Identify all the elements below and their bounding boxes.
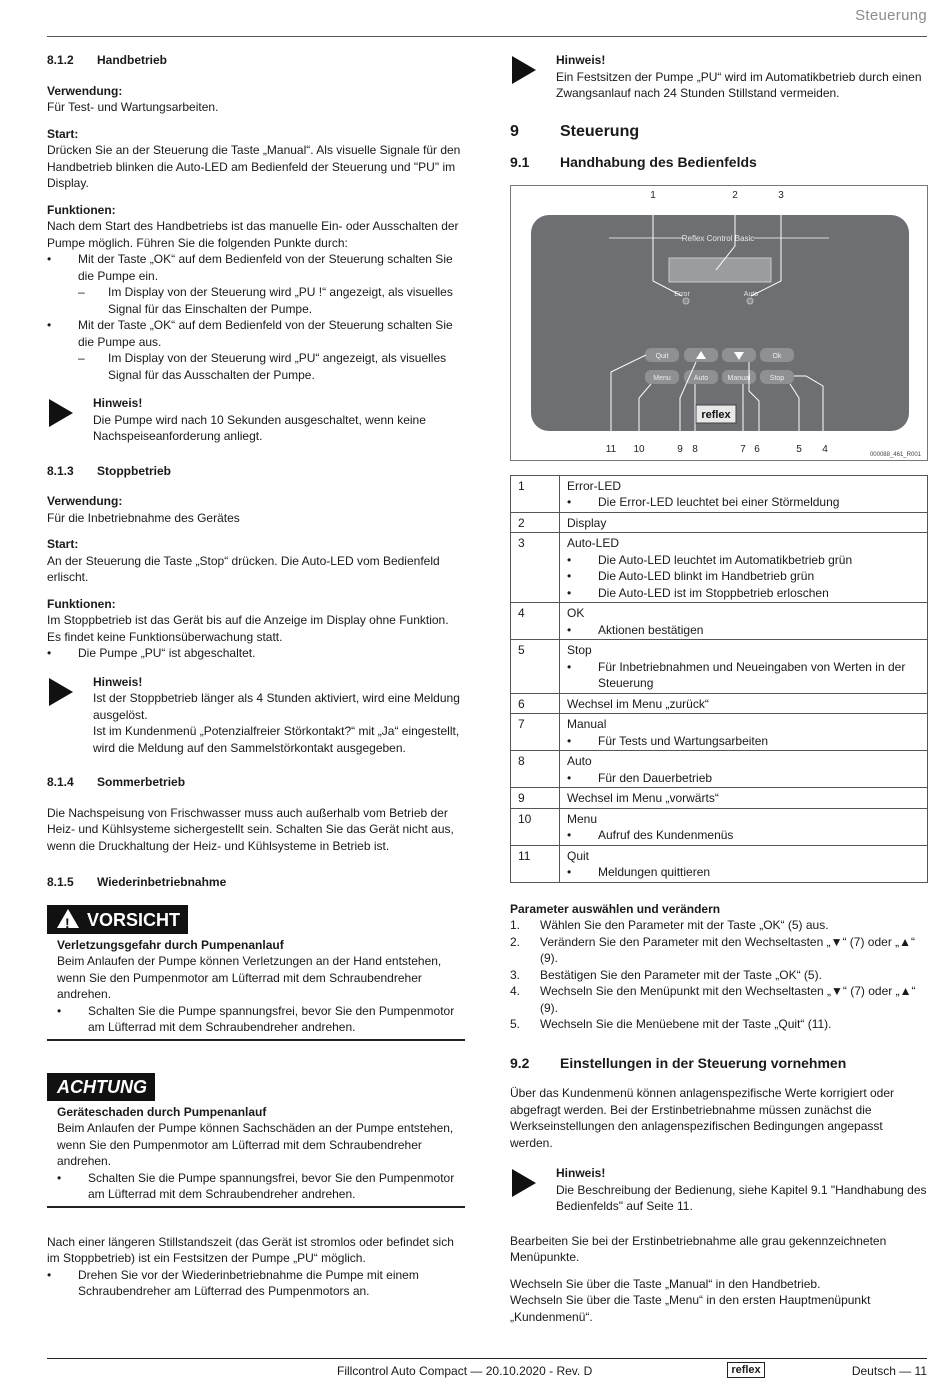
legend-row bbox=[511, 788, 928, 809]
legend-number: 2 bbox=[511, 512, 560, 533]
section-number: 8.1.4 bbox=[47, 775, 74, 789]
legend-row bbox=[511, 603, 928, 640]
page-header bbox=[47, 6, 927, 37]
legend-description bbox=[560, 640, 928, 694]
reflex-logo-text: reflex bbox=[701, 408, 731, 421]
step-item bbox=[510, 917, 928, 934]
legend-row bbox=[511, 751, 928, 788]
legend-bullet: • Für Inbetriebnahmen und Neueingaben von Werten in der Steuerung bbox=[567, 659, 921, 692]
paragraph: Nach einer längeren Stillstandszeit (das Gerät ist stromlos oder befindet sich im Stoppbetrieb) ist ein Festsitzen der Pumpe „PU“ möglich. bbox=[47, 1234, 454, 1265]
warning-label bbox=[47, 905, 188, 934]
right-column bbox=[510, 52, 928, 1325]
paragraph: Im Stoppbetrieb ist das Gerät bis auf die Anzeige im Display ohne Funktion. Es findet keine Funktionsüberwachung statt. bbox=[47, 613, 449, 644]
legend-description bbox=[560, 603, 928, 640]
legend-bullet: • Die Auto-LED ist im Stoppbetrieb erloschen bbox=[567, 585, 921, 602]
legend-description bbox=[560, 512, 928, 533]
manual-button-label: Manual bbox=[727, 374, 751, 382]
section-heading-813 bbox=[47, 463, 465, 480]
subheading: Funktionen: bbox=[47, 596, 116, 611]
legend-number: 9 bbox=[511, 788, 560, 809]
step-item bbox=[510, 983, 928, 1016]
page-footer bbox=[47, 1358, 927, 1382]
callout-10: 10 bbox=[633, 443, 645, 455]
legend-label: Wechsel im Menu „vorwärts“ bbox=[567, 791, 719, 805]
legend-row bbox=[511, 808, 928, 845]
bullet-item: • Die Pumpe „PU“ ist abgeschaltet. bbox=[47, 645, 465, 662]
panel-body bbox=[531, 215, 909, 431]
legend-label: Error-LED bbox=[567, 478, 622, 493]
section-title: Handbetrieb bbox=[97, 53, 168, 67]
legend-row bbox=[511, 640, 928, 694]
legend-number: 8 bbox=[511, 751, 560, 788]
legend-bullet: • Für den Dauerbetrieb bbox=[567, 770, 921, 787]
legend-row bbox=[511, 693, 928, 714]
warning-label-text: VORSICHT bbox=[87, 909, 181, 930]
warning-icon: ! bbox=[57, 909, 79, 928]
section-heading-814 bbox=[47, 774, 465, 791]
step-text: Verändern Sie den Parameter mit den Wechseltasten „▼“ (7) oder „▲“ (9). bbox=[540, 934, 916, 965]
subheading: Start: bbox=[47, 126, 79, 141]
bullet-item: • Schalten Sie die Pumpe spannungsfrei, bevor Sie den Pumpenmotor am Lüfterrad mit dem Schraubendreher andrehen. bbox=[57, 1170, 465, 1203]
legend-label: OK bbox=[567, 606, 585, 620]
menu-button-label: Menu bbox=[653, 374, 671, 382]
legend-label: Stop bbox=[567, 643, 592, 657]
step-text: Wählen Sie den Parameter mit der Taste „OK“ (5) aus. bbox=[540, 918, 829, 932]
paragraph: Drücken Sie an der Steuerung die Taste „Manual“. Als visuelle Signale für den Handbetrieb blinken die Auto-LED am Bedienfeld der Steuerung und "PU" im Display. bbox=[47, 143, 461, 190]
legend-number: 10 bbox=[511, 808, 560, 845]
legend-description bbox=[560, 751, 928, 788]
bullet-item: • Drehen Sie vor der Wiederinbetriebnahme die Pumpe mit einem Schraubendreher am Lüfterrad des Pumpenmotors an. bbox=[47, 1267, 465, 1300]
paragraph: Für die Inbetriebnahme des Gerätes bbox=[47, 510, 240, 525]
section-number: 8.1.3 bbox=[47, 463, 74, 478]
legend-label: Wechsel im Menu „zurück“ bbox=[567, 696, 709, 711]
dash-item: – Im Display von der Steuerung wird „PU“ angezeigt, als visuelles Signal für das Ausschalten der Pumpe. bbox=[47, 350, 465, 383]
section-heading-91 bbox=[510, 154, 928, 171]
callout-8: 8 bbox=[692, 443, 698, 455]
note-box bbox=[47, 674, 465, 757]
play-arrow-icon bbox=[512, 56, 536, 84]
warning-title: Geräteschaden durch Pumpenanlauf bbox=[57, 1104, 267, 1119]
callout-6: 6 bbox=[754, 443, 760, 455]
callout-4: 4 bbox=[822, 443, 828, 455]
paragraph: Bearbeiten Sie bei der Erstinbetriebnahme alle grau gekennzeichneten Menüpunkte. bbox=[510, 1233, 887, 1264]
legend-bullet: • Die Auto-LED blinkt im Handbetrieb grün bbox=[567, 568, 921, 585]
legend-number: 5 bbox=[511, 640, 560, 694]
subheading: Verwendung: bbox=[47, 83, 123, 98]
legend-row bbox=[511, 845, 928, 882]
legend-label: Auto-LED bbox=[567, 536, 620, 550]
section-title: Handhabung des Bedienfelds bbox=[560, 154, 757, 170]
footer-logo: reflex bbox=[727, 1362, 765, 1378]
step-number: 5. bbox=[510, 1017, 521, 1031]
step-number: 2. bbox=[510, 934, 521, 949]
section-title: Steuerung bbox=[560, 122, 640, 140]
note-title: Hinweis! bbox=[556, 53, 606, 67]
legend-row bbox=[511, 533, 928, 603]
legend-number: 3 bbox=[511, 533, 560, 603]
paragraph: Über das Kundenmenü können anlagenspezifische Werte korrigiert oder abgefragt werden. Bei der Erstinbetriebnahme müssen zunächst die Werkseinstellungen den anlagenspezifischen Bedingungen angepasst werden. bbox=[510, 1086, 895, 1150]
callout-2: 2 bbox=[732, 189, 738, 201]
error-led bbox=[683, 298, 689, 304]
legend-table bbox=[510, 475, 928, 883]
legend-row bbox=[511, 714, 928, 751]
step-text: Wechseln Sie die Menüebene mit der Taste „Quit“ (11). bbox=[540, 1017, 832, 1031]
note-box bbox=[47, 395, 465, 445]
section-number: 9.2 bbox=[510, 1054, 530, 1071]
auto-button-label: Auto bbox=[693, 374, 709, 382]
step-item bbox=[510, 1016, 928, 1033]
legend-bullet: • Für Tests und Wartungsarbeiten bbox=[567, 733, 921, 750]
note-title: Hinweis! bbox=[556, 1166, 606, 1180]
section-number: 9 bbox=[510, 122, 519, 140]
note-title: Hinweis! bbox=[93, 674, 143, 689]
paragraph: An der Steuerung die Taste „Stop“ drücken. Die Auto-LED vom Bedienfeld erlischt. bbox=[47, 553, 440, 584]
warning-box-attention bbox=[47, 1073, 465, 1208]
control-panel-figure bbox=[510, 185, 928, 461]
subheading: Verwendung: bbox=[47, 494, 123, 508]
legend-bullet: • Die Error-LED leuchtet bei einer Störmeldung bbox=[567, 494, 921, 511]
subheading: Funktionen: bbox=[47, 202, 116, 217]
legend-row bbox=[511, 475, 928, 512]
subheading: Parameter auswählen und verändern bbox=[510, 901, 721, 916]
note-text: Ist im Kundenmenü „Potenzialfreier Störkontakt?“ mit „Ja“ eingestellt, wird die Meldung auf den Sammelstörkontakt ausgegeben. bbox=[93, 724, 460, 755]
auto-led bbox=[747, 298, 753, 304]
bullet-item: • Mit der Taste „OK“ auf dem Bedienfeld von der Steuerung schalten Sie die Pumpe ein. bbox=[47, 251, 465, 284]
section-title: Stoppbetrieb bbox=[97, 463, 171, 478]
step-number: 1. bbox=[510, 918, 521, 932]
stop-button-label: Stop bbox=[769, 374, 785, 382]
legend-label: Manual bbox=[567, 717, 607, 731]
legend-body bbox=[511, 475, 928, 882]
section-title: Wiederinbetriebnahme bbox=[97, 875, 227, 889]
legend-description bbox=[560, 714, 928, 751]
play-arrow-icon bbox=[49, 399, 73, 427]
section-title: Einstellungen in der Steuerung vornehmen bbox=[560, 1054, 847, 1071]
play-arrow-icon bbox=[49, 678, 73, 706]
callout-3: 3 bbox=[778, 189, 784, 201]
legend-description bbox=[560, 788, 928, 809]
paragraph: Für Test- und Wartungsarbeiten. bbox=[47, 100, 219, 114]
legend-bullet: • Aufruf des Kundenmenüs bbox=[567, 827, 921, 844]
control-panel-diagram bbox=[511, 186, 927, 460]
warning-box-caution bbox=[47, 905, 465, 1041]
warning-label: ACHTUNG bbox=[47, 1073, 155, 1101]
note-text: Die Pumpe wird nach 10 Sekunden ausgeschaltet, wenn keine Nachspeiseanforderung anliegt. bbox=[93, 412, 426, 443]
figure-code: 000088_461_R001 bbox=[869, 451, 921, 458]
callout-9: 9 bbox=[677, 443, 683, 455]
bullet-item: • Mit der Taste „OK“ auf dem Bedienfeld von der Steuerung schalten Sie die Pumpe aus. bbox=[47, 317, 465, 350]
steps-list bbox=[510, 917, 928, 1033]
legend-bullet: • Die Auto-LED leuchtet im Automatikbetrieb grün bbox=[567, 552, 921, 569]
footer-page-info: Deutsch — 11 bbox=[851, 1364, 927, 1378]
legend-number: 6 bbox=[511, 693, 560, 714]
play-arrow-icon bbox=[512, 1169, 536, 1197]
section-heading-815 bbox=[47, 874, 465, 891]
note-box bbox=[510, 52, 928, 102]
callout-1: 1 bbox=[650, 189, 656, 201]
section-number: 9.1 bbox=[510, 154, 530, 170]
error-led-label: Error bbox=[674, 290, 690, 298]
step-item bbox=[510, 934, 928, 967]
legend-number: 4 bbox=[511, 603, 560, 640]
panel-label: Reflex Control Basic bbox=[681, 233, 755, 243]
legend-number: 7 bbox=[511, 714, 560, 751]
legend-description bbox=[560, 845, 928, 882]
dash-item: – Im Display von der Steuerung wird „PU !“ angezeigt, als visuelles Signal für das Einschalten der Pumpe. bbox=[47, 284, 465, 317]
step-item bbox=[510, 967, 928, 984]
header-title: Steuerung bbox=[855, 7, 927, 24]
note-box bbox=[510, 1165, 928, 1215]
auto-led-label: Auto bbox=[743, 290, 759, 298]
section-title: Sommerbetrieb bbox=[97, 775, 186, 789]
warning-text: Beim Anlaufen der Pumpe können Verletzungen an der Hand entstehen, wenn Sie den Pumpenmotor am Lüfterrad mit dem Schraubendreher andrehen. bbox=[57, 954, 442, 1001]
display-screen bbox=[669, 258, 771, 282]
legend-bullet: • Meldungen quittieren bbox=[567, 864, 921, 881]
quit-button-label: Quit bbox=[655, 352, 669, 360]
section-heading-812 bbox=[47, 52, 465, 69]
note-title: Hinweis! bbox=[93, 396, 143, 410]
legend-row bbox=[511, 512, 928, 533]
note-text: Die Beschreibung der Bedienung, siehe Kapitel 9.1 "Handhabung des Bedienfelds" auf Seite 11. bbox=[556, 1182, 927, 1213]
note-text: Ein Festsitzen der Pumpe „PU“ wird im Automatikbetrieb durch einen Zwangsanlauf nach 24 Stunden Stillstand vermeiden. bbox=[556, 69, 922, 100]
step-number: 3. bbox=[510, 967, 521, 982]
warning-text: Beim Anlaufen der Pumpe können Sachschäden an der Pumpe entstehen, wenn Sie den Pumpenmotor am Lüfterrad mit dem Schraubendreher andrehen. bbox=[57, 1121, 454, 1168]
legend-label: Menu bbox=[567, 811, 598, 826]
paragraph: Nach dem Start des Handbetriebs ist das manuelle Ein- oder Ausschalten der Pumpe möglich. Führen Sie die folgenden Punkte durch: bbox=[47, 219, 459, 250]
legend-label: Display bbox=[567, 515, 607, 530]
legend-label: Auto bbox=[567, 754, 592, 768]
left-column bbox=[47, 52, 465, 1300]
section-heading-92 bbox=[510, 1055, 928, 1072]
paragraph: Die Nachspeisung von Frischwasser muss auch außerhalb vom Betrieb der Heiz- und Kühlsysteme sichergestellt sein. Schalten Sie das Gerät nicht aus, wenn die Druckhaltung der Heiz- und Kühlsysteme in Betrieb ist. bbox=[47, 805, 454, 853]
legend-number: 11 bbox=[511, 845, 560, 882]
ok-button-label: Ok bbox=[772, 352, 782, 360]
step-text: Bestätigen Sie den Parameter mit der Taste „OK“ (5). bbox=[540, 967, 822, 982]
legend-label: Quit bbox=[567, 848, 590, 863]
callout-7: 7 bbox=[740, 443, 746, 455]
chapter-heading-9 bbox=[510, 124, 928, 141]
warning-title: Verletzungsgefahr durch Pumpenanlauf bbox=[57, 937, 284, 952]
paragraph: Wechseln Sie über die Taste „Manual“ in den Handbetrieb. bbox=[510, 1276, 821, 1291]
paragraph: Wechseln Sie über die Taste „Menu“ in den ersten Hauptmenüpunkt „Kundenmenü“. bbox=[510, 1293, 871, 1324]
note-text: Ist der Stoppbetrieb länger als 4 Stunden aktiviert, wird eine Meldung ausgelöst. bbox=[93, 691, 460, 722]
legend-description bbox=[560, 475, 928, 512]
callout-11: 11 bbox=[605, 443, 617, 455]
callout-5: 5 bbox=[796, 443, 802, 455]
bullet-item: • Schalten Sie die Pumpe spannungsfrei, bevor Sie den Pumpenmotor am Lüfterrad mit dem Schraubendreher andrehen. bbox=[57, 1003, 465, 1036]
subheading: Start: bbox=[47, 537, 79, 551]
section-number: 8.1.5 bbox=[47, 875, 74, 889]
legend-description bbox=[560, 533, 928, 603]
legend-description bbox=[560, 693, 928, 714]
step-text: Wechseln Sie den Menüpunkt mit den Wechseltasten „▼“ (7) oder „▲“ (9). bbox=[540, 984, 916, 1015]
footer-document-info: Fillcontrol Auto Compact — 20.10.2020 - Rev. D bbox=[337, 1364, 593, 1378]
section-number: 8.1.2 bbox=[47, 53, 74, 67]
step-number: 4. bbox=[510, 984, 521, 998]
legend-description bbox=[560, 808, 928, 845]
legend-number: 1 bbox=[511, 475, 560, 512]
legend-bullet: • Aktionen bestätigen bbox=[567, 622, 921, 639]
